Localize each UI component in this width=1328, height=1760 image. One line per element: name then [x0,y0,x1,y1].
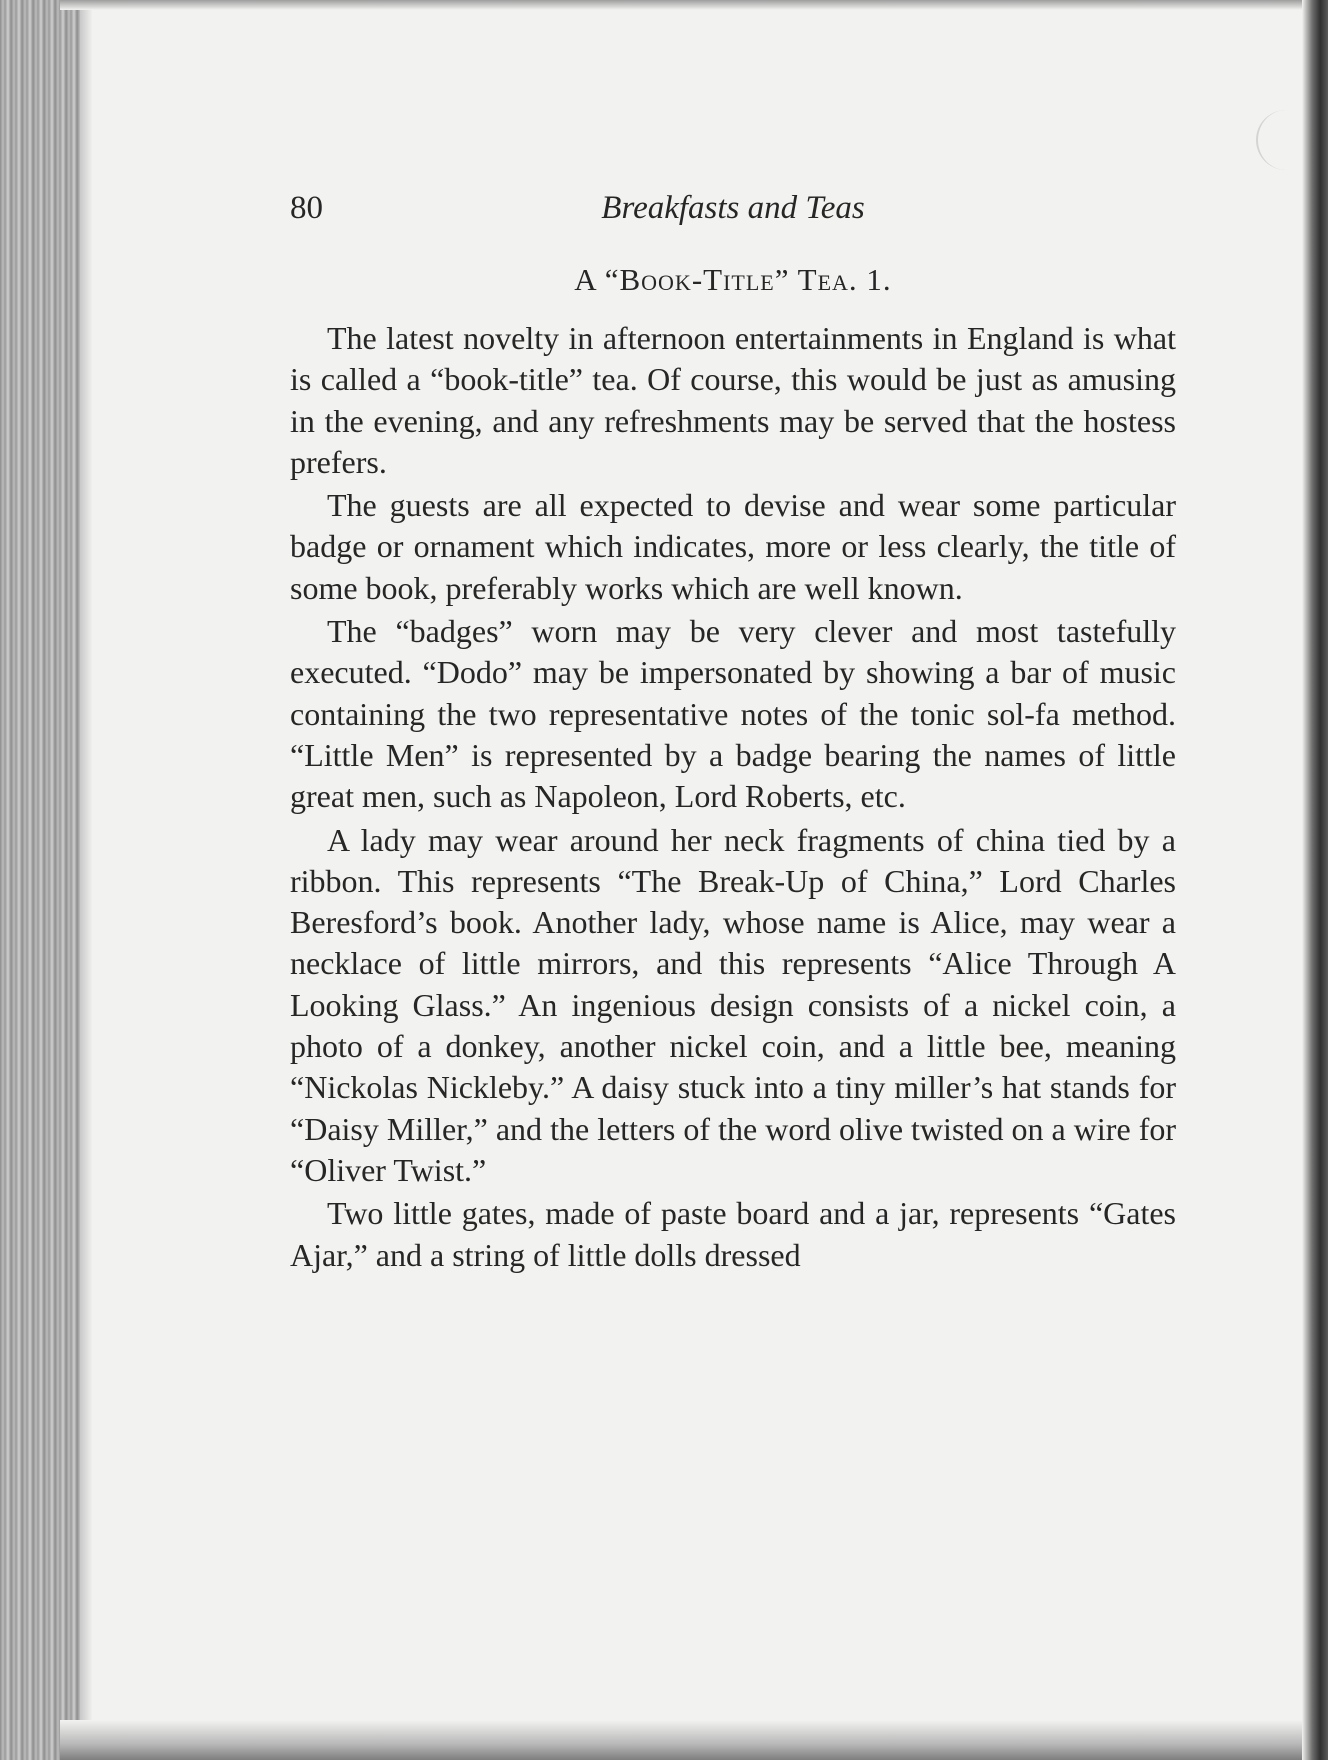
book-page [290,190,1176,1276]
right-binding-edge [1302,0,1328,1760]
paragraph: Two little gates, made of paste board and a jar, represents “Gates Ajar,” and a string of little dolls dressed [290,1195,1176,1273]
paragraph: The latest novelty in afternoon entertainments in England is what is called a “book-title” tea. Of course, this would be just as amusing in the evening, and any refreshments may be served that the hostess prefers. [290,320,1176,480]
margin-pencil-mark [1256,110,1298,170]
paragraph: A lady may wear around her neck fragments of china tied by a ribbon. This represents “The Break-Up of China,” Lord Charles Beresford’s book. Another lady, whose name is Alice, may wear a necklace of little mirrors, and this represents “Alice Through A Looking Glass.” An ingenious design consists of a nickel coin, a photo of a donkey, another nickel coin, and a little bee, meaning “Nickolas Nickleby.” A daisy stuck into a tiny miller’s hat stands for “Daisy Miller,” and the letters of the word olive twisted on a wire for “Oliver Twist.” [290,821,1176,1188]
paragraph: The “badges” worn may be very clever and most tastefully executed. “Dodo” may be impersonated by showing a bar of music containing the two representative notes of the tonic sol-fa method. “Little Men” is represented by a badge bearing the names of little great men, such as Napoleon, Lord Roberts, etc. [290,613,1176,815]
top-scan-shadow [60,0,1328,10]
page-number: 80 [290,190,323,226]
book-page-edges [0,0,92,1760]
bottom-scan-shadow [60,1720,1328,1760]
running-title: Breakfasts and Teas [601,190,865,226]
paragraph: The guests are all expected to devise and wear some particular badge or ornament which indicates, more or less clearly, the title of some book, preferably works which are well known. [290,487,1176,606]
running-head [290,190,1176,240]
section-title: A “Book-Title” Tea. 1. [574,262,892,297]
body-text [290,318,1176,1276]
